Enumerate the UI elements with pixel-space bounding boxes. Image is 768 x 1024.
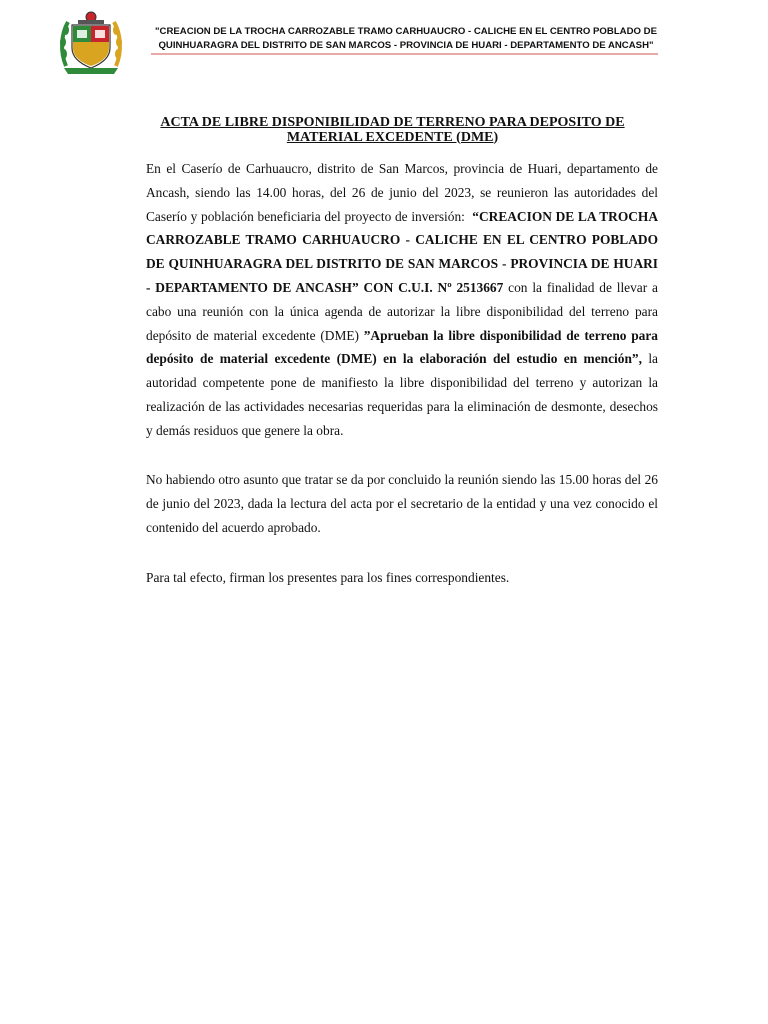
paragraph-signature-note: Para tal efecto, firman los presentes para los fines correspondientes.	[146, 570, 510, 585]
paragraph1-agreement: ”Aprueban la libre disponibilidad de terreno para depósito de material excedente (DME) en la elaboración del estudio en mención”,	[146, 327, 658, 367]
paragraph1-project-name: “CREACION DE LA TROCHA CARROZABLE TRAMO CARHUAUCRO - CALICHE EN EL CENTRO POBLADO DE QUINHUARAGRA DEL DISTRITO DE SAN MARCOS - PROVINCIA DE HUARI - DEPARTAMENTO DE ANCASH” CON C.U.I. Nº 2513667	[146, 208, 658, 295]
paragraph1-intro: En el Caserío de Carhuaucro, distrito de San Marcos, provincia de Huari, departamento de Ancash, siendo las 14.00 horas, del 26 de junio del 2023, se reunieron las autoridades del Caserío y población beneficiaria del proyecto de inversión:	[146, 161, 658, 224]
project-header-title: "CREACION DE LA TROCHA CARROZABLE TRAMO CARHUAUCRO - CALICHE EN EL CENTRO POBLADO DE QUINHUARAGRA DEL DISTRITO DE SAN MARCOS - PROVINCIA DE HUARI - DEPARTAMENTO DE ANCASH"	[155, 26, 657, 51]
paragraph1-closing: la autoridad competente pone de manifiesto la libre disponibilidad del terreno y autorizan la realización de las actividades necesarias requeridas para la eliminación de desmonte, desechos y demás residuos que genere la obra.	[146, 351, 658, 438]
paragraph1-purpose: con la finalidad de llevar a cabo una reunión con la única agenda de autorizar la libre disponibilidad del terreno para depósito de material excedente (DME)	[146, 279, 658, 343]
paragraph-conclusion: No habiendo otro asunto que tratar se da por concluido la reunión siendo las 15.00 horas del 26 de junio del 2023, dada la lectura del acta por el secretario de la entidad y una vez conocido el contenido del acuerdo aprobado.	[146, 472, 658, 535]
header-divider	[151, 53, 658, 55]
paragraph-meeting-details	[146, 157, 658, 443]
municipality-crest-logo	[58, 8, 124, 78]
document-title: ACTA DE LIBRE DISPONIBILIDAD DE TERRENO PARA DEPOSITO DE MATERIAL EXCEDENTE (DME)	[160, 115, 625, 145]
